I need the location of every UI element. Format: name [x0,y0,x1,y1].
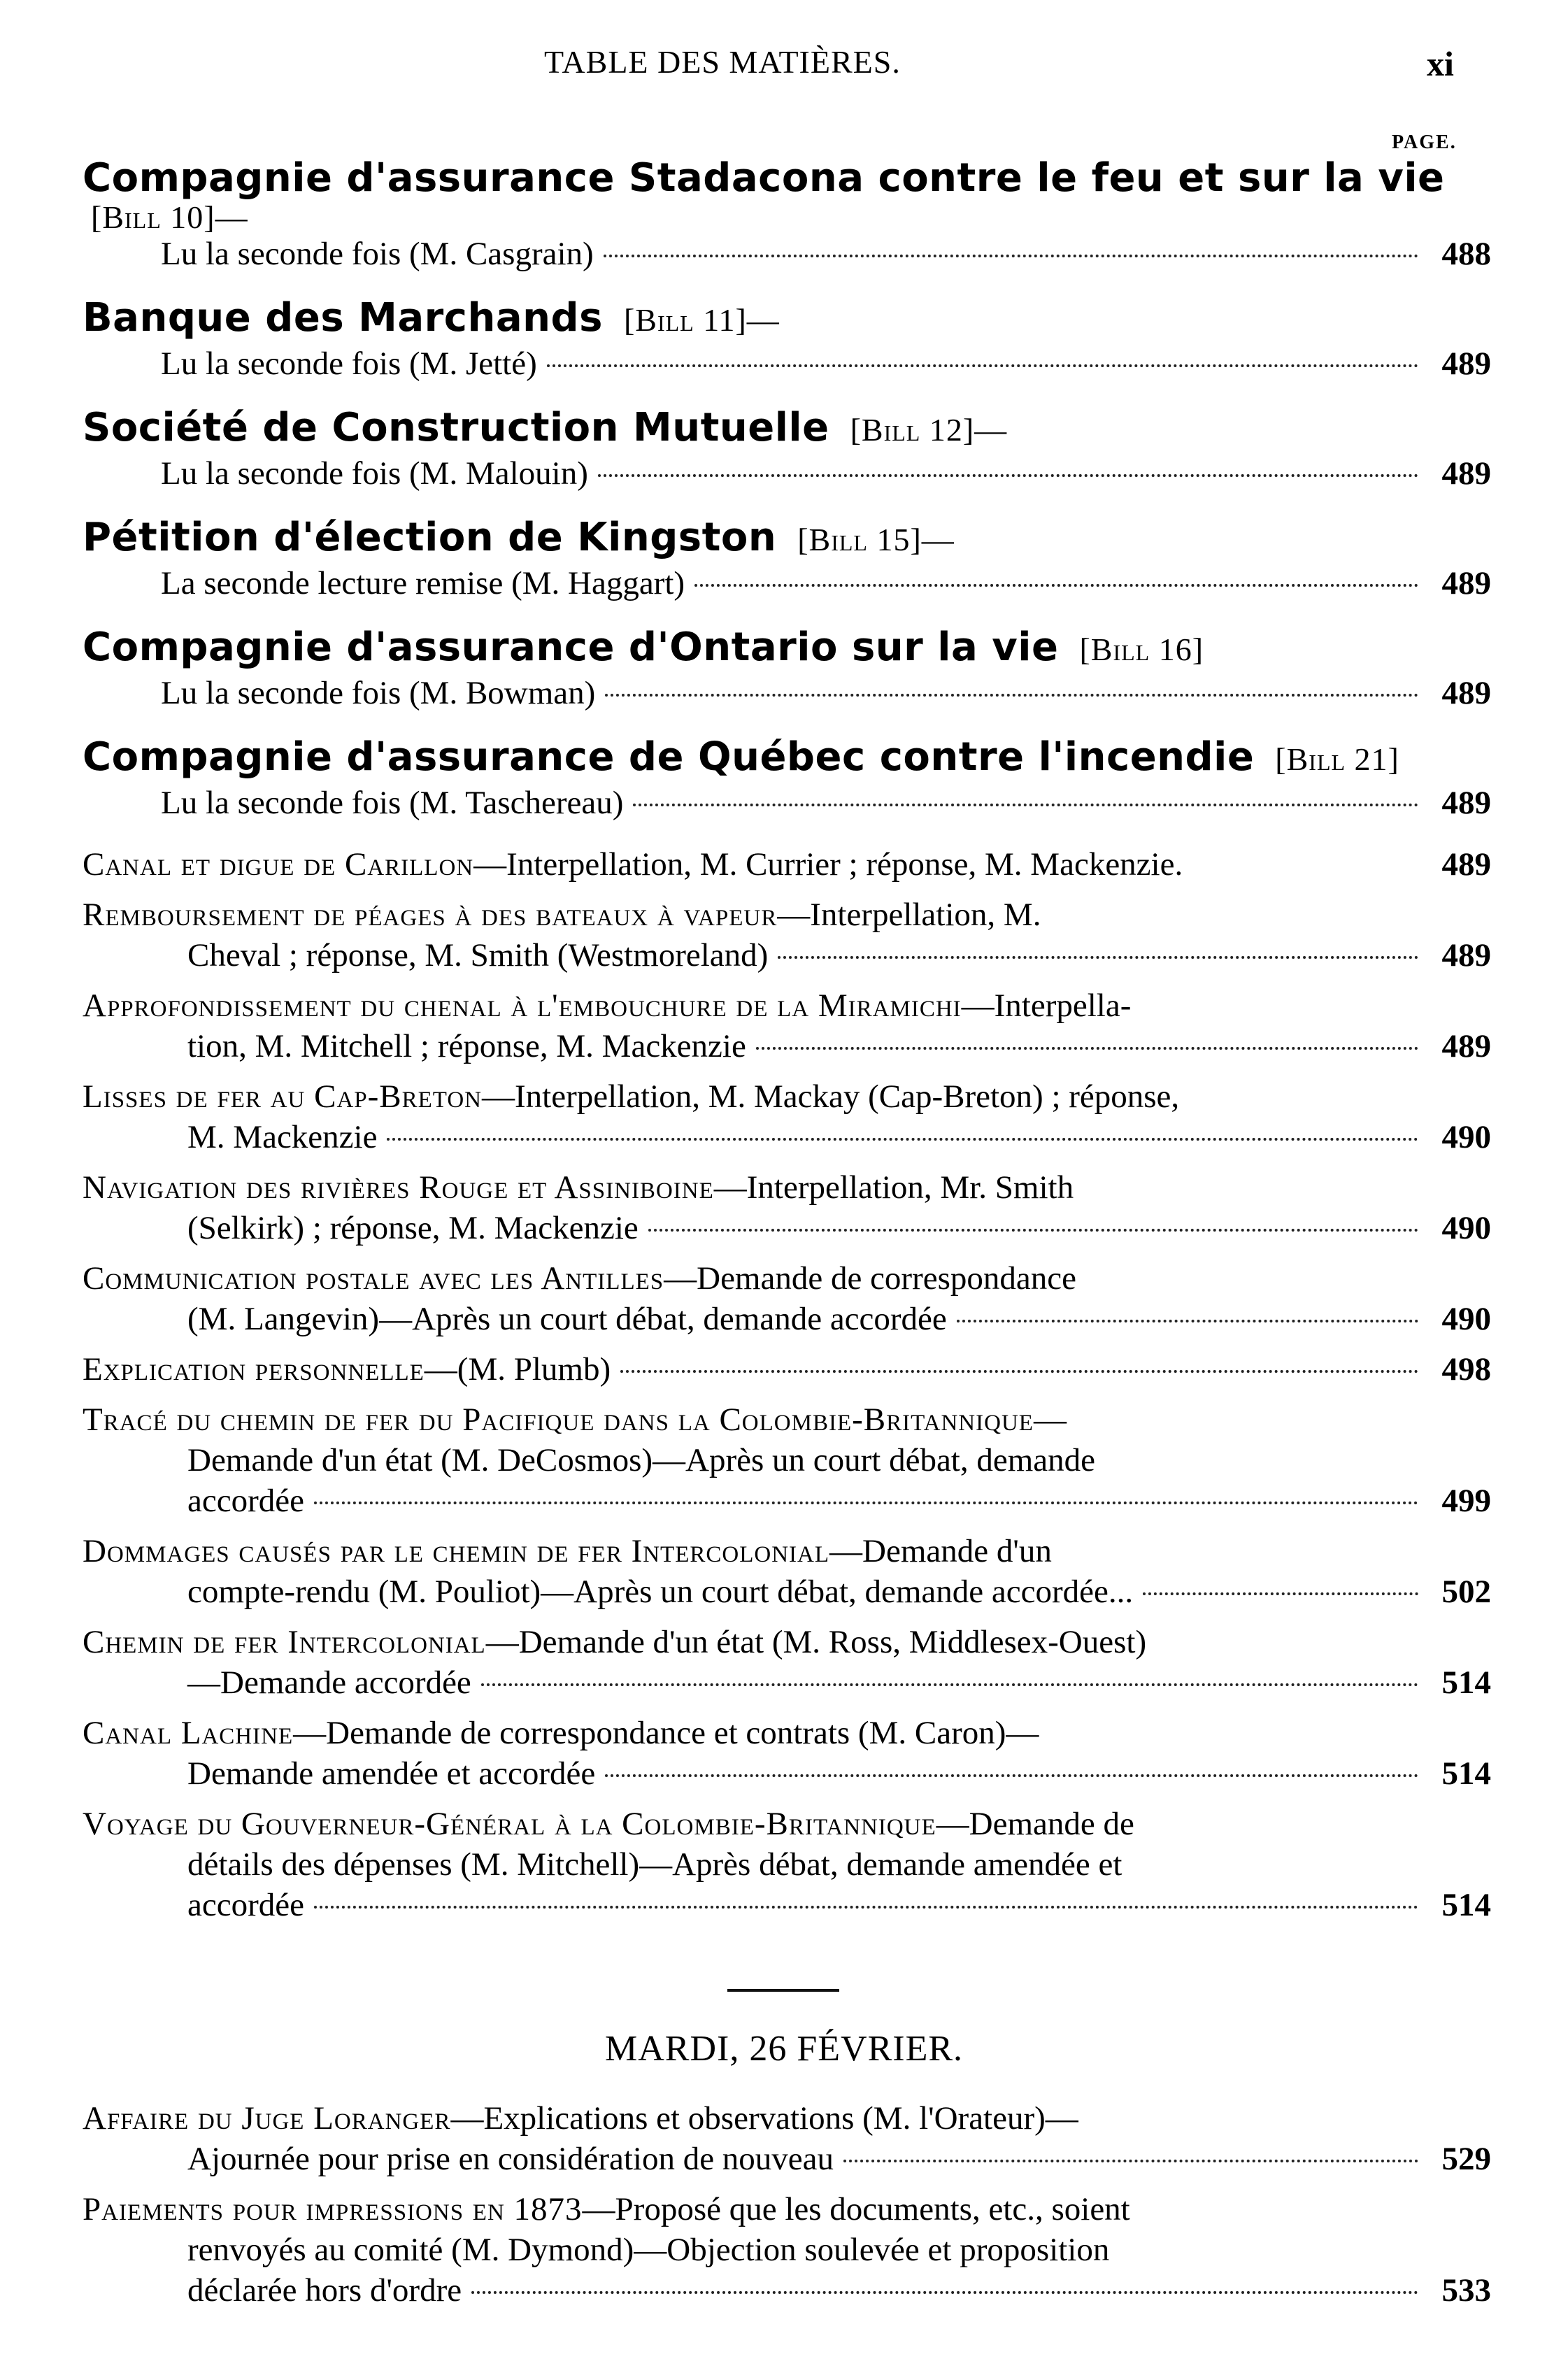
item-continuation: Demande d'un état (M. DeCosmos)—Après un court débat, demande [187,1442,1096,1478]
bill-title: Pétition d'élection de Kingston [83,515,777,560]
toc-line-text: Lu la seconde fois (M. Casgrain) [161,236,594,272]
item-lead: Communication postale avec les Antilles [83,1260,664,1297]
dot-leader [957,1320,1418,1322]
item-continuation: (M. Langevin)—Après un court débat, demande accordée [187,1301,947,1337]
item-text: —Demande de [936,1806,1134,1842]
page-number: 490 [1441,1210,1491,1246]
page-number: 514 [1441,1664,1491,1701]
item-continuation: compte-rendu (M. Pouliot)—Après un court débat, demande accordée... [187,1574,1134,1610]
dot-leader [605,1774,1418,1777]
toc-item [83,1531,1491,1612]
item-text: — [1033,1402,1067,1438]
page-number: 489 [1441,846,1491,883]
toc-item [83,1622,1491,1703]
item-text: —Proposé que les documents, etc., soient [582,2191,1130,2227]
toc-line [83,234,1491,274]
item-lead: Approfondissement du chenal à l'embouchure de la Miramichi [83,987,962,1024]
section-rule [727,1989,839,1992]
toc-bill-entry [83,734,1491,823]
page-number: 489 [1441,937,1491,973]
item-text: —Interpellation, M. [777,897,1041,933]
bill-title: Société de Construction Mutuelle [83,405,829,450]
toc-line [83,453,1491,494]
item-continuation: Demande amendée et accordée [187,1755,596,1792]
item-text: —Demande d'un état (M. Ross, Middlesex-Ouest) [485,1624,1147,1660]
item-continuation: tion, M. Mitchell ; réponse, M. Mackenzie [187,1028,746,1064]
item-text: —Interpellation, M. Mackay (Cap-Breton) ; réponse, [482,1078,1180,1115]
page-number: 489 [1441,345,1491,382]
item-lead: Lisses de fer au Cap-Breton [83,1078,483,1115]
page-number: 489 [1441,675,1491,711]
toc-bill-entry [83,405,1491,494]
toc-line [83,563,1491,604]
page-number: 489 [1441,455,1491,492]
toc-line-text: La seconde lecture remise (M. Haggart) [161,565,685,601]
page-number: 498 [1441,1351,1491,1388]
dot-leader [314,1502,1418,1504]
page-number: 488 [1441,236,1491,272]
bill-ref: [Bill 10]— [91,199,248,235]
dot-leader [620,1370,1418,1373]
toc-item [83,985,1491,1067]
toc-line [83,783,1491,823]
toc-item [83,2189,1491,2311]
toc-item [83,1804,1491,1925]
page-number: 502 [1441,1574,1491,1610]
toc-bill-entry [83,515,1491,604]
page-number: 490 [1441,1301,1491,1337]
bill-title: Banque des Marchands [83,295,603,341]
toc-item [83,1399,1491,1521]
item-text: —Interpella- [961,987,1132,1024]
toc-line-text: Lu la seconde fois (M. Bowman) [161,675,596,711]
bill-ref: [Bill 21] [1275,741,1399,777]
toc-line [83,673,1491,713]
dot-leader [598,474,1418,477]
dot-leader [605,694,1418,697]
running-head [0,43,1568,92]
page-number: 489 [1441,565,1491,601]
dot-leader [387,1138,1418,1141]
dot-leader [471,2291,1418,2294]
dot-leader [314,1906,1418,1909]
page-column-label: PAGE. [1392,131,1457,153]
toc-bill-entry [83,625,1491,713]
bill-ref: [Bill 12]— [850,412,1008,448]
page-number: 533 [1441,2272,1491,2309]
item-lead: Paiements pour impressions en 1873 [83,2191,583,2227]
item-text: —(M. Plumb) [424,1351,611,1388]
toc-item [83,1167,1491,1248]
item-continuation: accordée [187,1887,304,1923]
item-lead: Dommages causés par le chemin de fer Intercolonial [83,1533,830,1569]
item-lead: Tracé du chemin de fer du Pacifique dans la Colombie-Britannique [83,1402,1034,1438]
item-lead: Canal Lachine [83,1715,294,1751]
bill-ref: [Bill 15]— [797,522,955,557]
toc-item [83,894,1491,976]
item-lead: Remboursement de péages à des bateaux à vapeur [83,897,778,933]
page-number: 489 [1441,1028,1491,1064]
item-lead: Chemin de fer Intercolonial [83,1624,486,1660]
toc-content [83,155,1491,1935]
toc-line [83,343,1491,384]
dot-leader [604,255,1418,257]
toc-item [83,2098,1491,2179]
item-lead: Canal et digue de Carillon [83,846,474,883]
item-text: —Explications et observations (M. l'Orateur)— [450,2100,1078,2137]
page-number: 490 [1441,1119,1491,1155]
running-title: TABLE DES MATIÈRES. [544,44,901,80]
toc-line-text: Lu la seconde fois (M. Malouin) [161,455,588,492]
toc-item [83,1258,1491,1339]
item-text: —Demande de correspondance et contrats (M. Caron)— [293,1715,1039,1751]
page-number: 514 [1441,1755,1491,1792]
item-continuation: Ajournée pour prise en considération de nouveau [187,2141,834,2177]
toc-item [83,1076,1491,1157]
section-heading: MARDI, 26 FÉVRIER. [604,2029,964,2069]
page-folio: xi [1427,44,1454,83]
dot-leader [481,1683,1418,1686]
item-text: —Interpellation, Mr. Smith [713,1169,1074,1206]
dot-leader [633,804,1418,806]
bill-title: Compagnie d'assurance Stadacona contre le feu et sur la vie [83,155,1445,201]
toc-item [83,844,1491,885]
dot-leader [778,956,1418,959]
item-text: —Demande de correspondance [664,1260,1076,1297]
item-continuation: détails des dépenses (M. Mitchell)—Après débat, demande amendée et [187,1846,1122,1883]
item-continuation: —Demande accordée [187,1664,471,1701]
toc-bill-entry [83,155,1491,274]
page-number: 499 [1441,1483,1491,1519]
item-continuation: renvoyés au comité (M. Dymond)—Objection soulevée et proposition [187,2232,1110,2268]
dot-leader [547,364,1418,367]
page-number: 529 [1441,2141,1491,2177]
toc-line-text: Lu la seconde fois (M. Jetté) [161,345,537,382]
page-number: 489 [1441,785,1491,821]
item-lead: Affaire du Juge Loranger [83,2100,451,2137]
toc-content-section [83,2098,1491,2320]
dot-leader [1143,1592,1418,1595]
dot-leader [756,1047,1418,1050]
item-continuation: accordée [187,1483,304,1519]
item-lead: Explication personnelle [83,1351,425,1388]
bill-ref: [Bill 11]— [623,302,780,338]
bill-ref: [Bill 16] [1079,632,1204,667]
item-continuation: Cheval ; réponse, M. Smith (Westmoreland) [187,937,769,973]
dot-leader [694,584,1418,587]
item-lead: Navigation des rivières Rouge et Assiniboine [83,1169,714,1206]
page-number: 514 [1441,1887,1491,1923]
dot-leader [843,2160,1418,2162]
bill-title: Compagnie d'assurance d'Ontario sur la vie [83,625,1059,670]
item-continuation: déclarée hors d'ordre [187,2272,462,2309]
item-continuation: (Selkirk) ; réponse, M. Mackenzie [187,1210,639,1246]
item-continuation: M. Mackenzie [187,1119,378,1155]
toc-item [83,1713,1491,1794]
toc-item [83,1349,1491,1390]
toc-line-text: Lu la seconde fois (M. Taschereau) [161,785,624,821]
bill-title: Compagnie d'assurance de Québec contre l'incendie [83,734,1255,780]
item-text: —Demande d'un [829,1533,1052,1569]
toc-bill-entry [83,295,1491,384]
item-text: —Interpellation, M. Currier ; réponse, M. Mackenzie. [473,846,1183,883]
item-lead: Voyage du Gouverneur-Général à la Colombie-Britannique [83,1806,936,1842]
dot-leader [648,1229,1418,1232]
